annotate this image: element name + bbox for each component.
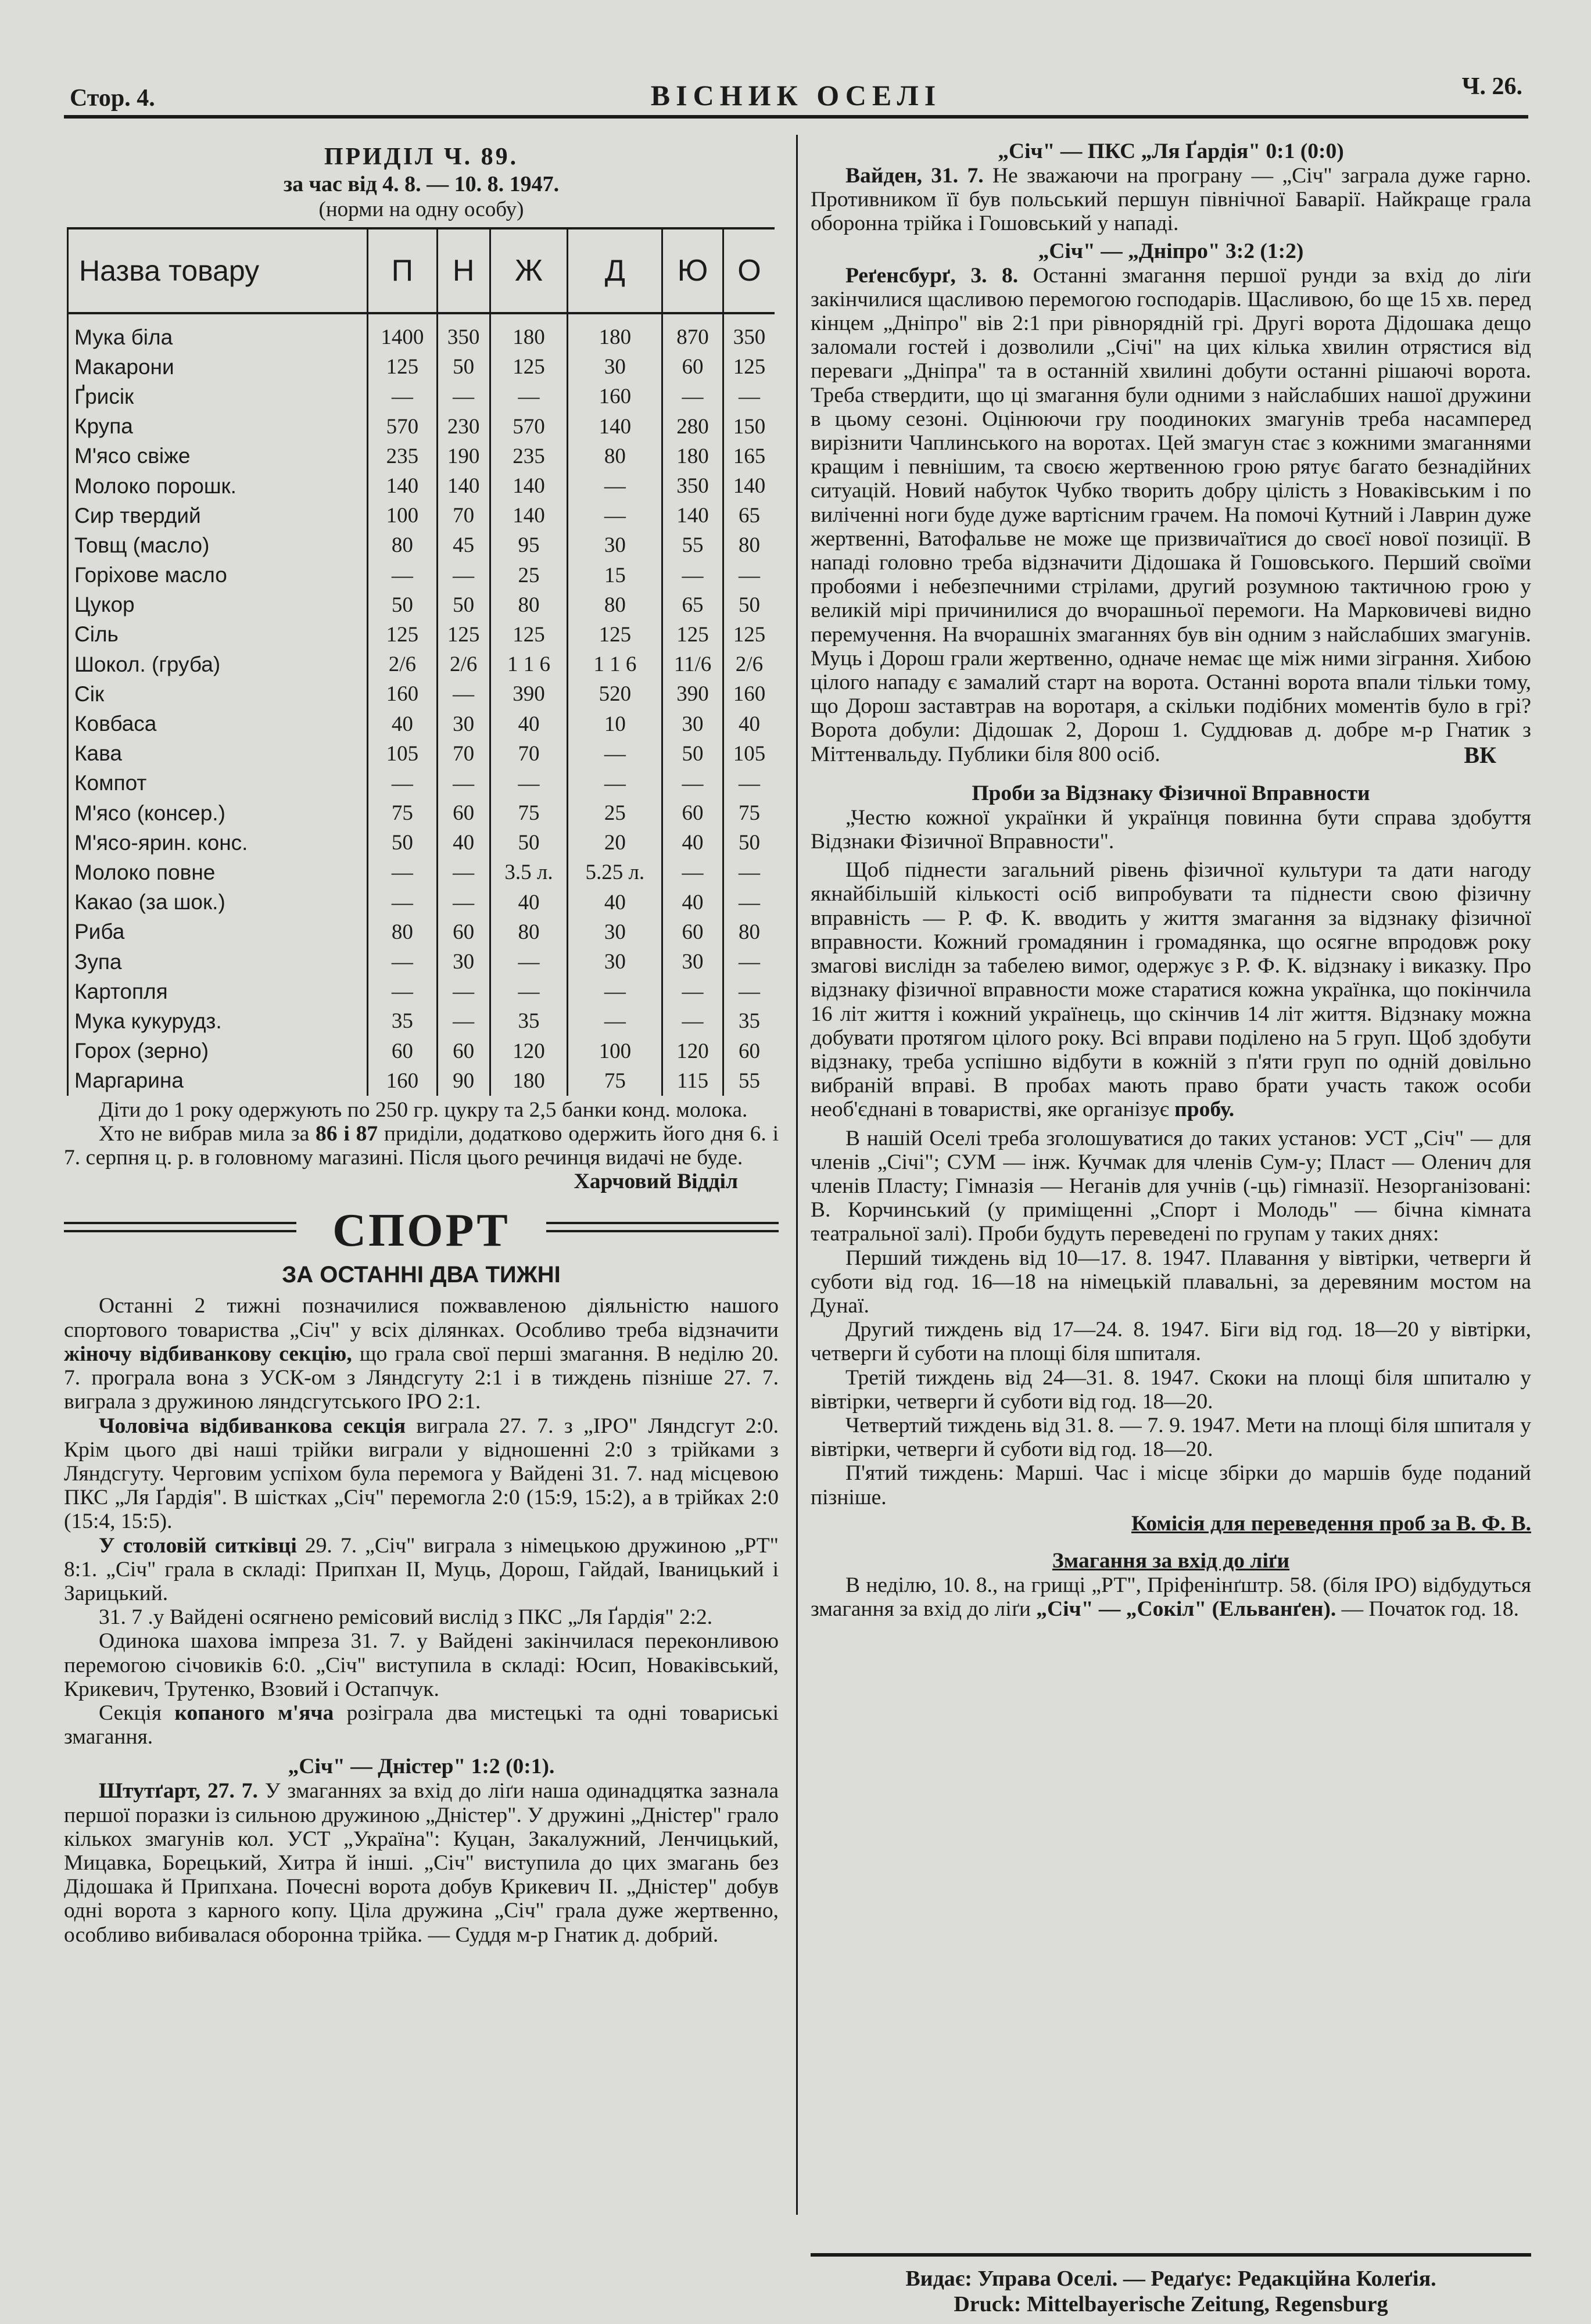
ration-cell: — [490, 769, 568, 798]
footer [811, 2266, 1531, 2317]
ration-cell: 60 [662, 352, 723, 382]
ration-cell: — [568, 501, 662, 530]
ration-cell: 150 [723, 412, 775, 442]
match-report: Штутґарт, 27. 7. У змаганнях за вхід до ліґи наша одинадцятка зазнала першої поразки із сильною дружиною „Дністер". У дружині „Дністер" грало кількох змагунів кол. УСТ „Україна": Куцан, Закалужний, Ленчицький, Мицавка, Борецький, Хитра й інші. „Січ" виступила до цих змагань без Дідошака й Припхана. Почесні ворота добув Крикевич II. „Дністер" добув одні ворота з карного копу. Ціла дружина „Січ" грала дуже жертвенно, особливо вибивалася оборонна трійка. — Суддя м-р Гнатик д. добрий. [64, 1779, 779, 1947]
ration-row [68, 947, 775, 977]
ration-row [68, 501, 775, 530]
ration-row [68, 828, 775, 858]
ration-cell: 60 [437, 798, 490, 828]
ration-row [68, 620, 775, 650]
ration-cell: 2/6 [723, 650, 775, 679]
printer-line: Druck: Mittelbayerische Zeitung, Regensburg [954, 2292, 1388, 2316]
ration-cell: 1 1 6 [490, 650, 568, 679]
ration-cell: 125 [723, 620, 775, 650]
ration-cell: 120 [662, 1037, 723, 1066]
ration-cell: — [437, 858, 490, 887]
ration-cell: 80 [368, 917, 438, 947]
ration-cell: 30 [568, 917, 662, 947]
ration-cell: 100 [568, 1037, 662, 1066]
ration-cell: 1 1 6 [568, 650, 662, 679]
column-header: О [723, 228, 775, 313]
ration-cell: 125 [723, 352, 775, 382]
ration-table [67, 227, 775, 1096]
ration-row [68, 977, 775, 1006]
ration-cell: 80 [568, 442, 662, 471]
column-divider [796, 135, 798, 2215]
ration-row [68, 1006, 775, 1036]
ration-cell: — [368, 561, 438, 590]
ration-cell: 60 [662, 917, 723, 947]
ration-cell: 125 [568, 620, 662, 650]
ration-cell: 50 [662, 739, 723, 769]
ration-cell: 125 [368, 620, 438, 650]
ration-cell: 35 [490, 1006, 568, 1036]
ration-cell: 65 [662, 590, 723, 620]
ration-row [68, 412, 775, 442]
ration-cell: 165 [723, 442, 775, 471]
ration-row [68, 530, 775, 560]
ration-cell: 30 [437, 947, 490, 977]
ration-cell: 125 [490, 620, 568, 650]
ration-cell: 70 [437, 501, 490, 530]
ration-cell: 160 [568, 382, 662, 411]
league-title: Змагання за вхід до ліґи [1052, 1548, 1290, 1573]
ration-cell: 350 [723, 313, 775, 352]
ration-period: за час від 4. 8. — 10. 8. 1947. [283, 172, 560, 196]
ration-cell: — [568, 1006, 662, 1036]
ration-cell: 40 [437, 828, 490, 858]
ration-cell: 570 [368, 412, 438, 442]
ration-cell: 50 [723, 828, 775, 858]
ration-cell: — [723, 769, 775, 798]
ration-cell: — [723, 947, 775, 977]
ration-norms-note: (норми на одну особу) [318, 198, 524, 221]
ration-cell: 280 [662, 412, 723, 442]
ration-item-name: Шокол. (груба) [68, 650, 368, 679]
ration-cell: 75 [723, 798, 775, 828]
ration-cell: 60 [437, 917, 490, 947]
ration-row [68, 352, 775, 382]
ration-cell: 140 [490, 471, 568, 501]
ration-cell: — [723, 382, 775, 411]
ration-cell: — [368, 947, 438, 977]
ration-item-name: М'ясо (консер.) [68, 798, 368, 828]
ration-cell: 30 [568, 352, 662, 382]
column-header: Д [568, 228, 662, 313]
ration-cell: 80 [368, 530, 438, 560]
ration-row [68, 739, 775, 769]
ration-cell: — [568, 471, 662, 501]
ration-cell: 80 [490, 590, 568, 620]
ration-cell: 140 [490, 501, 568, 530]
ration-item-name: Какао (за шок.) [68, 888, 368, 917]
ration-cell: 35 [368, 1006, 438, 1036]
column-header: Н [437, 228, 490, 313]
ration-row [68, 561, 775, 590]
ration-item-name: Кава [68, 739, 368, 769]
ration-cell: 55 [723, 1066, 775, 1096]
match-title: „Січ" — „Дніпро" 3:2 (1:2) [1038, 239, 1304, 263]
ration-cell: 60 [437, 1037, 490, 1066]
sport-heading: СПОРТ [332, 1205, 510, 1257]
ration-item-name: Горіхове масло [68, 561, 368, 590]
ration-cell: 35 [723, 1006, 775, 1036]
ration-cell: — [437, 561, 490, 590]
ration-item-name: Картопля [68, 977, 368, 1006]
ration-cell: 390 [490, 679, 568, 709]
fitness-title: Проби за Відзнаку Фізичної Вправности [972, 781, 1370, 805]
ration-cell: 520 [568, 679, 662, 709]
ration-cell: — [368, 977, 438, 1006]
ration-cell: — [662, 382, 723, 411]
ration-cell: 95 [490, 530, 568, 560]
ration-cell: 25 [490, 561, 568, 590]
ration-cell: — [568, 977, 662, 1006]
ration-cell: — [723, 888, 775, 917]
ration-item-name: Сир твердий [68, 501, 368, 530]
ration-row [68, 590, 775, 620]
ration-cell: 350 [437, 313, 490, 352]
ration-cell: 40 [662, 828, 723, 858]
ration-cell: 11/6 [662, 650, 723, 679]
header-rule [64, 115, 1528, 119]
ration-cell: 30 [568, 530, 662, 560]
ration-note-children: Діти до 1 року одержують по 250 гр. цукру та 2,5 банки конд. молока. [99, 1098, 748, 1122]
ration-item-name: Молоко порошк. [68, 471, 368, 501]
ration-cell: 140 [437, 471, 490, 501]
ration-cell: 160 [368, 1066, 438, 1096]
ration-item-name: Товщ (масло) [68, 530, 368, 560]
ration-cell: — [437, 679, 490, 709]
ration-row [68, 382, 775, 411]
sport-subtitle: ЗА ОСТАННІ ДВА ТИЖНІ [282, 1262, 561, 1288]
fitness-paragraph: В нашій Оселі треба зголошуватися до таких установ: УСТ „Січ" — для членів „Січі"; СУМ — інж. Кучмак для членів Сум-у; Пласт — Оленич для членів Пласту; Гімназія — Неганів для учнів (-ць) гімназії. Незорганізовані: В. Корчинський (у приміщенні „Спорт і Молодь" — бічна кімната театральної залі). Проби будуть переведені по групам у таких днях: [811, 1126, 1531, 1246]
ration-cell: 80 [568, 590, 662, 620]
ration-cell: — [662, 769, 723, 798]
ration-cell: 60 [368, 1037, 438, 1066]
ration-cell: 230 [437, 412, 490, 442]
ration-cell: — [568, 739, 662, 769]
ration-item-name: Мука кукурудз. [68, 1006, 368, 1036]
ration-cell: 125 [437, 620, 490, 650]
left-column [64, 142, 779, 1947]
ration-cell: 50 [368, 590, 438, 620]
ration-cell: — [662, 561, 723, 590]
ration-cell: — [437, 977, 490, 1006]
ration-note-soap: Хто не вибрав мила за 86 і 87 приділи, додатково одержить його дня 6. і 7. серпня ц. р. в головному магазині. Після цього речинця видачі не буде. [64, 1122, 779, 1170]
ration-cell: 100 [368, 501, 438, 530]
ration-cell: — [723, 977, 775, 1006]
ration-cell: 50 [437, 590, 490, 620]
ration-cell: 50 [437, 352, 490, 382]
ration-cell: 125 [490, 352, 568, 382]
ration-cell: — [490, 382, 568, 411]
ration-cell: — [437, 382, 490, 411]
ration-row [68, 858, 775, 887]
ration-cell: 30 [437, 709, 490, 738]
ration-item-name: Крупа [68, 412, 368, 442]
ration-cell: — [662, 1006, 723, 1036]
ration-cell: 45 [437, 530, 490, 560]
match-title: „Січ" — ПКС „Ля Ґардія" 0:1 (0:0) [998, 139, 1344, 163]
ration-row [68, 917, 775, 947]
ration-cell: 10 [568, 709, 662, 738]
ration-table-header [68, 228, 775, 313]
sport-paragraph: Останні 2 тижні позначилися пожвавленою діяльністю нашого спортового товариства „Січ" у всіх ділянках. Особливо треба відзначити жіночу відбиванкову секцію, що грала свої перші змагання. В неділю 20. 7. програла вона з УСК-ом з Ляндсгуту 2:1 і в тиждень пізніше 27. 7. виграла з дружиною ляндсгутського ІРО 2:1. [64, 1294, 779, 1414]
column-header: Ю [662, 228, 723, 313]
ration-cell: — [723, 858, 775, 887]
ration-cell: 120 [490, 1037, 568, 1066]
ration-cell: — [368, 858, 438, 887]
ration-item-name: Компот [68, 769, 368, 798]
ration-item-name: Ковбаса [68, 709, 368, 738]
ration-item-name: Сік [68, 679, 368, 709]
ration-cell: 70 [490, 739, 568, 769]
ration-cell: 75 [490, 798, 568, 828]
ration-cell: 90 [437, 1066, 490, 1096]
column-header: Назва товару [68, 228, 368, 313]
ration-cell: 140 [723, 471, 775, 501]
ration-cell: 50 [490, 828, 568, 858]
ration-cell: 30 [662, 709, 723, 738]
ration-cell: 40 [490, 709, 568, 738]
ration-cell: 80 [723, 530, 775, 560]
ration-item-name: Ґрисік [68, 382, 368, 411]
ration-signature: Харчовий Відділ [574, 1170, 738, 1194]
ration-item-name: М'ясо-ярин. конс. [68, 828, 368, 858]
page-header [64, 67, 1528, 119]
ration-cell: 80 [723, 917, 775, 947]
ration-item-name: Молоко повне [68, 858, 368, 887]
ration-item-name: М'ясо свіже [68, 442, 368, 471]
ration-cell: 40 [490, 888, 568, 917]
ration-cell: — [437, 1006, 490, 1036]
ration-cell: 80 [490, 917, 568, 947]
ration-cell: 235 [490, 442, 568, 471]
ration-cell: 65 [723, 501, 775, 530]
right-column [811, 139, 1531, 1621]
ration-cell: 20 [568, 828, 662, 858]
ration-cell: 235 [368, 442, 438, 471]
ration-cell: 115 [662, 1066, 723, 1096]
newspaper-title: ВІСНИК ОСЕЛІ [650, 79, 942, 112]
ration-cell: 2/6 [437, 650, 490, 679]
ration-cell: 390 [662, 679, 723, 709]
column-header: П [368, 228, 438, 313]
ration-cell: 30 [568, 947, 662, 977]
ration-row [68, 1037, 775, 1066]
ration-row [68, 679, 775, 709]
match-author: ВК [1464, 741, 1496, 768]
ration-cell: — [723, 561, 775, 590]
ration-row [68, 769, 775, 798]
ration-item-name: Горох (зерно) [68, 1037, 368, 1066]
ration-cell: 180 [490, 1066, 568, 1096]
ration-item-name: Мука біла [68, 313, 368, 352]
ration-cell: 180 [490, 313, 568, 352]
ration-row [68, 650, 775, 679]
ration-row [68, 709, 775, 738]
ration-cell: — [662, 858, 723, 887]
ration-cell: 60 [723, 1037, 775, 1066]
ration-cell: — [368, 382, 438, 411]
ration-cell: 50 [723, 590, 775, 620]
fitness-week: П'ятий тиждень: Марші. Час і місце збірки до маршів буде поданий пізніше. [811, 1461, 1531, 1509]
ration-cell: — [368, 888, 438, 917]
match-report: Вайден, 31. 7. Не зважаючи на програну — „Січ" заграла дуже гарно. Противником її був польський першун північної Баварії. Найкраще грала оборонна трійка і Гошовський у нападі. [811, 164, 1531, 236]
ration-cell: 50 [368, 828, 438, 858]
ration-cell: 1400 [368, 313, 438, 352]
ration-cell: 350 [662, 471, 723, 501]
ration-item-name: Макарони [68, 352, 368, 382]
ration-row [68, 1066, 775, 1096]
fitness-week: Другий тиждень від 17—24. 8. 1947. Біги від год. 18—20 у вівтірки, четверги й суботи на площі біля шпиталя. [811, 1318, 1531, 1366]
ration-cell: 140 [568, 412, 662, 442]
fitness-week: Перший тиждень від 10—17. 8. 1947. Плавання у вівтірки, четверги й суботи від год. 16—18 на німецькій плавальні, за деревяним мостом на Дунаї. [811, 1246, 1531, 1318]
issue-number: Ч. 26. [1461, 73, 1522, 100]
fitness-quote: „Честю кожної українки й українця повинна бути справа здобуття Відзнаки Фізичної Вправности". [811, 805, 1531, 854]
ration-item-name: Риба [68, 917, 368, 947]
ration-cell: 125 [662, 620, 723, 650]
ration-cell: 870 [662, 313, 723, 352]
ration-cell: 190 [437, 442, 490, 471]
ration-cell: 2/6 [368, 650, 438, 679]
league-text: В неділю, 10. 8., на грищі „РТ", Пріфенінґштр. 58. (біля ІРО) відбудуться змагання за вхід до ліґи „Січ" — „Сокіл" (Ельванґен). — Початок год. 18. [811, 1573, 1531, 1621]
footer-rule [811, 2253, 1531, 2257]
ration-cell: 140 [368, 471, 438, 501]
fitness-paragraph: Щоб піднести загальний рівень фізичної культури та дати нагоду якнайбільшій кількості осіб випробувати та піднести свою фізичну вправність — Р. Ф. К. вводить у життя змагання за відзнаку фізичної вправности. Кожний громадянин і громадянка, що осягне впродовж року змагові вислідн за табелею вимог, одержує з Р. Ф. К. відзнаку і виказку. Про відзнаку фізичної вправности може старатися кожна українка, що покінчила 16 літ життя і кожний українець, що скінчив 14 літ життя. Відзнаку можна добувати протягом цілого року. Всі вправи поділено на 5 груп. Щоб здобути відзнаку, треба успішно відбути в кожній з п'яти груп по одній довільно вибраній вправі. В пробах мають право брати участь також особи необ'єднані в товаристві, яке організує пробу. [811, 858, 1531, 1122]
fitness-signature: Комісія для переведення проб за В. Ф. В. [1131, 1511, 1531, 1536]
ration-row [68, 471, 775, 501]
ration-item-name: Сіль [68, 620, 368, 650]
ration-cell: 40 [723, 709, 775, 738]
ration-cell: 160 [723, 679, 775, 709]
ration-cell: 140 [662, 501, 723, 530]
ration-row [68, 313, 775, 352]
ration-cell: — [490, 977, 568, 1006]
ration-cell: 70 [437, 739, 490, 769]
ration-cell: 40 [662, 888, 723, 917]
ration-cell: — [490, 947, 568, 977]
ration-item-name: Цукор [68, 590, 368, 620]
ration-cell: 125 [368, 352, 438, 382]
ration-row [68, 442, 775, 471]
ration-cell: 60 [662, 798, 723, 828]
ration-item-name: Зупа [68, 947, 368, 977]
ration-cell: — [437, 888, 490, 917]
ration-cell: 55 [662, 530, 723, 560]
fitness-week: Третій тиждень від 24—31. 8. 1947. Скоки на площі біля шпиталю у вівтірки, четверги й суботи від год. 18—20. [811, 1365, 1531, 1414]
ration-cell: 180 [662, 442, 723, 471]
ration-row [68, 798, 775, 828]
match-title: „Січ" — Дністер" 1:2 (0:1). [288, 1755, 555, 1779]
sport-paragraph: Секція копаного м'яча розіграла два мистецькі та одні товариські змагання. [64, 1701, 779, 1749]
match-report: Реґенсбурґ, 3. 8. Останні змагання першої рунди за вхід до ліґи закінчилися щасливою перемогою господарів. Щасливою, бо ще 15 хв. перед кінцем „Дніпро" вів 2:1 при рівнорядній грі. Другі ворота Дідошака дещо заломали гостей і дозволили „Січі" на цих кілька хвилин отрястися від переваги „Дніпра" та в останній хвилині добути останні рішаючі ворота. Треба ствердити, що ці змагання були одними з найслабших нашої дружини в цьому сезоні. Оцінюючи гру поодиноких змагунів треба насамперед вирізнити Чаплинського на воротах. Цей змагун стає з кожними змаганнями кращим і певнішим, та своєю жертвенною грою рятує багато безнадійних ситуацій. Новий набуток Чубко творить добру цілість з Новаківським і по виліченні ноги буде дуже вартісним грачем. На помочі Кутний і Лаврин дуже жертвенні, Ватофальве не може ще призвичаїтися до своєї нової позиції. В нападі головно треба відзначити Дідошака й Гошовського. Перший своїми пробоями і небезпечними стрілами, другий розумною тактичною грою у великій мірі причинилися до вчорашньої перемоги. На Марковичеві видно перемучення. На вчорашніх змаганнях був він одним з найслабших змагунів. Муць і Дорош грали жертвенно, одначе немає ще між ними зіграння. Хибою цілого нападу є замалий старт на ворота. Останні ворота впали тільки тому, що Дорош заставтрав на воротаря, а скільки подібних моментів було в грі? Ворота добули: Дідошак 2, Дорош 1. Суддював д. добре м-р Гнатик з Міттенвальду. Публики біля 800 осіб. [811, 263, 1531, 766]
ration-cell: 30 [662, 947, 723, 977]
ration-cell: — [568, 769, 662, 798]
ration-cell: 40 [568, 888, 662, 917]
page-number: Стор. 4. [70, 85, 155, 112]
sport-paragraph: У столовій ситківці 29. 7. „Січ" виграла з німецькою дружиною „РТ" 8:1. „Січ" грала в складі: Припхан II, Муць, Дорош, Гайдай, Іваницький і Зарицький. [64, 1533, 779, 1605]
fitness-week: Четвертий тиждень від 31. 8. — 7. 9. 1947. Мети на площі біля шпиталя у вівтірки, четверги й суботи від год. 18—20. [811, 1413, 1531, 1462]
ration-cell: 75 [568, 1066, 662, 1096]
sport-banner [64, 1205, 779, 1260]
ration-cell: 3.5 л. [490, 858, 568, 887]
ration-cell: 570 [490, 412, 568, 442]
column-header: Ж [490, 228, 568, 313]
ration-cell: 40 [368, 709, 438, 738]
ration-cell: 75 [368, 798, 438, 828]
ration-title: ПРИДІЛ Ч. 89. [324, 144, 519, 170]
ration-cell: 160 [368, 679, 438, 709]
ration-cell: 105 [723, 739, 775, 769]
ration-item-name: Маргарина [68, 1066, 368, 1096]
ration-cell: 15 [568, 561, 662, 590]
ration-cell: — [368, 769, 438, 798]
ration-cell: 5.25 л. [568, 858, 662, 887]
ration-row [68, 888, 775, 917]
ration-cell: 25 [568, 798, 662, 828]
ration-cell: — [662, 977, 723, 1006]
sport-paragraph: Одинока шахова імпреза 31. 7. у Вайдені закінчилася переконливою перемогою січовиків 6:0. „Січ" виступила в складі: Юсип, Новаківський, Крикевич, Трутенко, Взовий і Остапчук. [64, 1629, 779, 1701]
publisher-line: Видає: Управа Оселі. — Редаґує: Редакційна Колеґія. [905, 2266, 1436, 2291]
ration-cell: 180 [568, 313, 662, 352]
ration-table-body [68, 313, 775, 1096]
sport-paragraph: 31. 7 .у Вайдені осягнено ремісовий вислід з ПКС „Ля Ґардія" 2:2. [99, 1605, 713, 1630]
ration-cell: — [437, 769, 490, 798]
ration-cell: 105 [368, 739, 438, 769]
sport-paragraph: Чоловіча відбиванкова секція виграла 27. 7. з „ІРО" Ляндсгут 2:0. Крім цього дві наші трійки виграли у відношенні 2:0 з трійками з Ляндсгуту. Черговим успіхом була перемога у Вайдені 31. 7. над місцевою ПКС „Ля Ґардія". В шістках „Січ" перемогла 2:0 (15:9, 15:2), а в трійках 2:0 (15:4, 15:5). [64, 1414, 779, 1534]
